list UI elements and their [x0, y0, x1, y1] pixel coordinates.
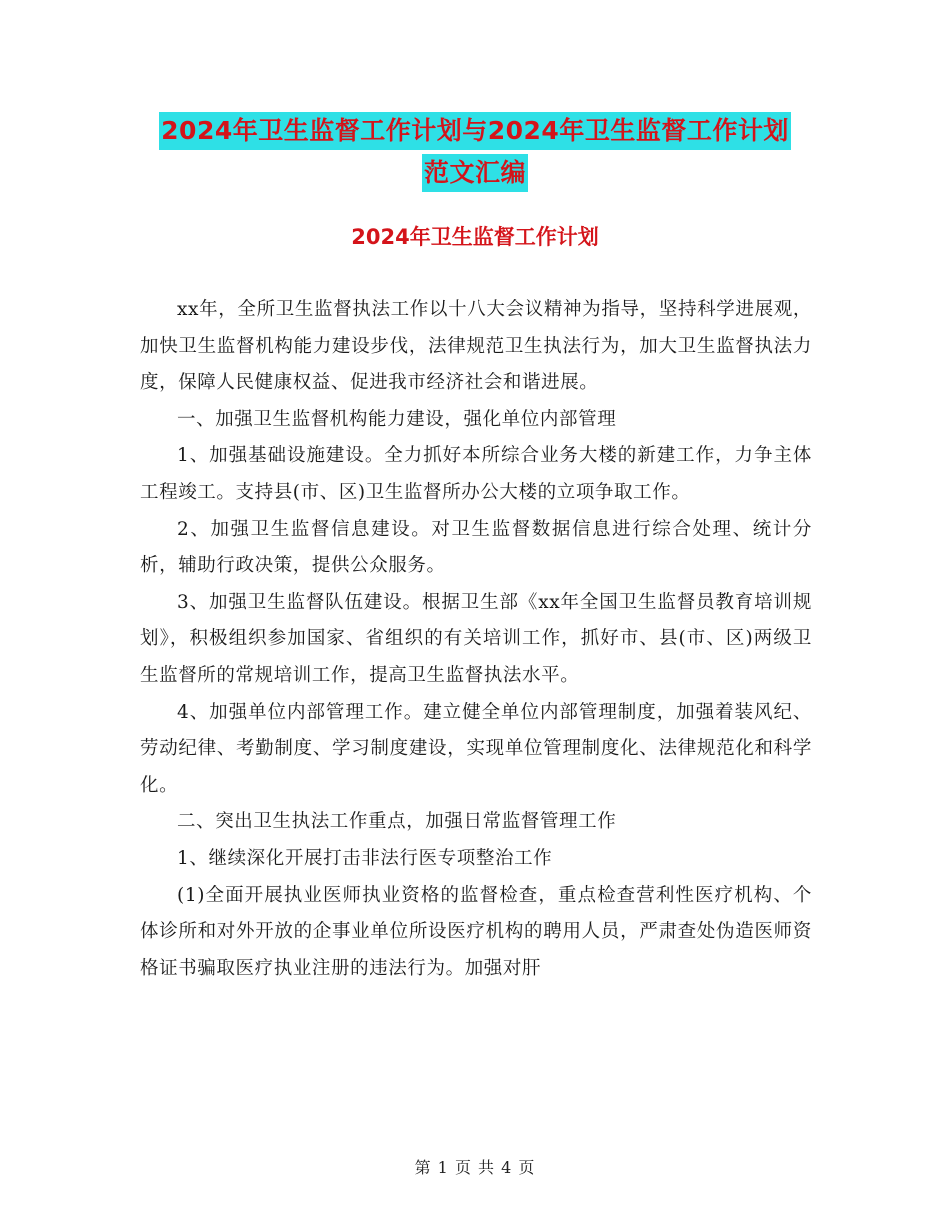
paragraph-item: 2、加强卫生监督信息建设。对卫生监督数据信息进行综合处理、统计分析，辅助行政决策，提供公众服务。	[140, 518, 812, 577]
document-title	[0, 112, 950, 192]
title-line-1: 2024年卫生监督工作计划与2024年卫生监督工作计划	[159, 112, 791, 150]
paragraph-item: 1、加强基础设施建设。全力抓好本所综合业务大楼的新建工作，力争主体工程竣工。支持县(市、区)卫生监督所办公大楼的立项争取工作。	[140, 445, 812, 503]
section-heading: 2024年卫生监督工作计划	[351, 225, 599, 249]
paragraph-item: 1、继续深化开展打击非法行医专项整治工作	[177, 847, 553, 869]
paragraph-heading-2: 二、突出卫生执法工作重点，加强日常监督管理工作	[177, 811, 617, 833]
paragraph-item: (1)全面开展执业医师执业资格的监督检查，重点检查营利性医疗机构、个体诊所和对外开放的企事业单位所设医疗机构的聘用人员，严肃查处伪造医师资格证书骗取医疗执业注册的违法行为。加强对肝	[140, 884, 812, 979]
paragraph-intro: xx年，全所卫生监督执法工作以十八大会议精神为指导，坚持科学进展观，加快卫生监督机构能力建设步伐，法律规范卫生执法行为，加大卫生监督执法力度，保障人民健康权益、促进我市经济社会和谐进展。	[140, 299, 812, 394]
document-body	[140, 292, 812, 987]
paragraph-item: 3、加强卫生监督队伍建设。根据卫生部《xx年全国卫生监督员教育培训规划》，积极组织参加国家、省组织的有关培训工作，抓好市、县(市、区)两级卫生监督所的常规培训工作，提高卫生监督执法水平。	[140, 591, 812, 686]
paragraph-item: 4、加强单位内部管理工作。建立健全单位内部管理制度，加强着装风纪、劳动纪律、考勤制度、学习制度建设，实现单位管理制度化、法律规范化和科学化。	[140, 701, 812, 796]
title-line-2: 范文汇编	[422, 154, 528, 192]
page-footer: 第 1 页 共 4 页	[414, 1158, 536, 1177]
paragraph-heading-1: 一、加强卫生监督机构能力建设，强化单位内部管理	[177, 408, 617, 430]
